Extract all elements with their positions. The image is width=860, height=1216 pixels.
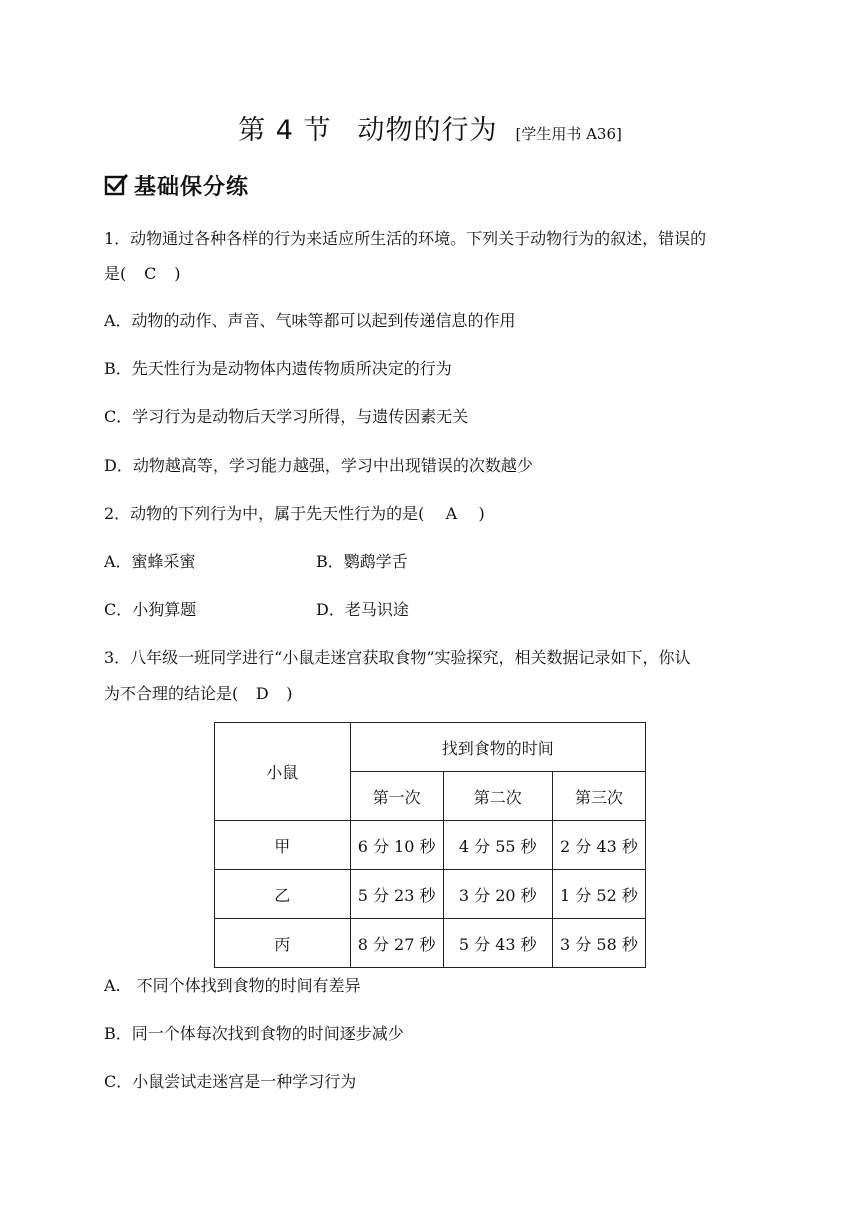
table-row (215, 870, 646, 919)
table-cell-time: 1 分 52 秒 (552, 870, 645, 919)
q3-option-c: C．小鼠尝试走迷宫是一种学习行为 (104, 1072, 357, 1091)
q2-stem-suffix: ) (478, 504, 485, 523)
q1-option-d: D．动物越高等，学习能力越强，学习中出现错误的次数越少 (104, 456, 533, 475)
table-header-mouse: 小鼠 (215, 723, 351, 821)
title-topic: 动物的行为 (357, 115, 498, 146)
table-row (215, 919, 646, 968)
table-cell-name: 甲 (215, 821, 351, 870)
table-header-row (215, 723, 646, 772)
table-cell-time: 8 分 27 秒 (350, 919, 443, 968)
data-table (214, 722, 646, 968)
table-row (215, 821, 646, 870)
checkbox-check-icon (104, 173, 128, 197)
q1-stem-suffix: ) (174, 264, 181, 283)
q2-option-b: B．鹦鹉学舌 (316, 552, 408, 571)
table-cell-name: 乙 (215, 870, 351, 919)
title-section-number: 第 4 节 (238, 115, 332, 146)
q1-option-b: B．先天性行为是动物体内遗传物质所决定的行为 (104, 359, 452, 378)
q3-answer: D (255, 684, 269, 703)
table-cell-time: 5 分 23 秒 (350, 870, 443, 919)
page-title (0, 108, 860, 147)
q2-option-c: C．小狗算题 (104, 600, 197, 619)
table-cell-name: 丙 (215, 919, 351, 968)
table-cell-time: 2 分 43 秒 (552, 821, 645, 870)
section-label: 基础保分练 (134, 174, 250, 200)
table-subheader-third: 第三次 (552, 772, 645, 821)
q1-stem-line1: 1．动物通过各种各样的行为来适应所生活的环境。下列关于动物行为的叙述，错误的 (104, 229, 707, 248)
q1-stem-prefix: 是( (104, 264, 127, 283)
title-reference: [学生用书 A36] (515, 125, 622, 143)
table-cell-time: 3 分 58 秒 (552, 919, 645, 968)
table-cell-time: 4 分 55 秒 (443, 821, 552, 870)
q2-stem (104, 502, 485, 526)
q3-stem-suffix: ) (286, 684, 293, 703)
table-cell-time: 5 分 43 秒 (443, 919, 552, 968)
q2-answer: A (445, 504, 458, 523)
q1-option-c: C．学习行为是动物后天学习所得，与遗传因素无关 (104, 407, 469, 426)
q2-stem-prefix: 2．动物的下列行为中，属于先天性行为的是( (104, 504, 425, 523)
q3-stem-line2 (104, 682, 293, 706)
table-cell-time: 3 分 20 秒 (443, 870, 552, 919)
table-header-time: 找到食物的时间 (350, 723, 645, 772)
q3-option-a: A. 不同个体找到食物的时间有差异 (104, 976, 361, 995)
q3-option-b: B．同一个体每次找到食物的时间逐步减少 (104, 1024, 404, 1043)
table-subheader-second: 第二次 (443, 772, 552, 821)
table-subheader-first: 第一次 (350, 772, 443, 821)
q1-option-a: A．动物的动作、声音、气味等都可以起到传递信息的作用 (104, 311, 516, 330)
q2-option-a: A．蜜蜂采蜜 (104, 552, 196, 571)
q1-answer: C (144, 264, 157, 283)
q1-stem-line2 (104, 262, 181, 286)
section-heading (104, 169, 249, 201)
q3-stem-line1: 3．八年级一班同学进行“小鼠走迷宫获取食物”实验探究，相关数据记录如下，你认 (104, 648, 691, 667)
q3-stem-prefix: 为不合理的结论是( (104, 684, 239, 703)
q2-option-d: D．老马识途 (316, 600, 409, 619)
table-cell-time: 6 分 10 秒 (350, 821, 443, 870)
